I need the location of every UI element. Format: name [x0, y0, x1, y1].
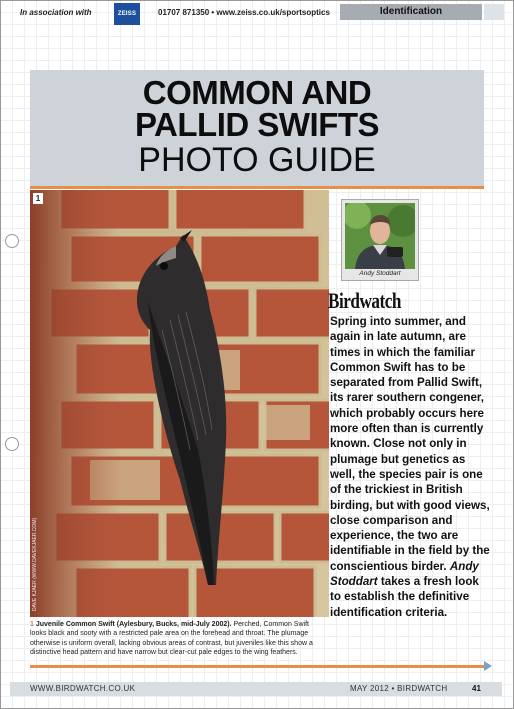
birdwatch-logo: Birdwatch — [328, 288, 402, 313]
footer-issue: MAY 2012 • BIRDWATCH — [350, 684, 448, 693]
photo-number: 1 — [33, 193, 43, 204]
author-photo — [345, 203, 415, 269]
section-tab: Identification — [340, 4, 482, 20]
author-card — [341, 199, 419, 281]
intro-author: Andy Stoddart — [330, 559, 479, 589]
swift-photo — [30, 190, 329, 617]
author-portrait — [345, 203, 415, 269]
sponsor-contact: 01707 871350 • www.zeiss.co.uk/sportsoptics — [158, 8, 330, 17]
caption-number: 1 — [30, 621, 34, 628]
logo-text: ZEISS — [117, 11, 137, 17]
title-line: COMMON AND — [142, 74, 372, 111]
title-panel — [30, 70, 484, 186]
subtitle-line: PHOTO GUIDE — [138, 141, 376, 179]
association-label: In association with — [20, 8, 92, 17]
intro-body: Spring into summer, and again in late autumn, are times in which the familiar Common Swift has to be separated from Pallid Swift, its rarer southern congener, which probably occurs here more often than is currently known. Close not only in plumage but genetics as well, the species pair is one of the trickiest in British birding, but with good views, close comparison and experience, the two are identifiable in the field by the conscientious birder. — [330, 315, 490, 573]
corner-block — [484, 4, 504, 20]
title-line: PALLID SWIFTS — [134, 106, 380, 143]
photo-credit: DAVE KJAER (WWW.DAVEKJAER.COM) — [32, 517, 38, 611]
caption-text: Perched, Common Swift looks black and sooty with a restricted pale area on the forehead and throat. The plumage otherwise is uniform overall, lacking obvious areas of contrast, but juveniles like this show a distinctive head pattern and have narrow but clear-cut pale edges to the wing feathers. — [30, 621, 313, 657]
accent-rule — [30, 186, 484, 189]
binder-hole — [5, 234, 19, 248]
caption-title: Juvenile Common Swift (Aylesbury, Bucks, mid-July 2002). — [35, 621, 232, 628]
zeiss-logo — [114, 3, 140, 25]
brick-wall-image — [30, 190, 329, 617]
bottom-accent-rule — [30, 665, 484, 668]
photo-caption — [30, 620, 326, 658]
intro-body-end: takes a fresh look to establish the definitive identification criteria. — [330, 575, 479, 619]
footer-website: WWW.BIRDWATCH.CO.UK — [30, 684, 136, 693]
page-number: 41 — [472, 684, 481, 693]
author-name: Andy Stoddart — [359, 270, 401, 277]
binder-hole — [5, 437, 19, 451]
intro-text — [330, 314, 490, 620]
continue-arrow-icon — [484, 661, 492, 671]
